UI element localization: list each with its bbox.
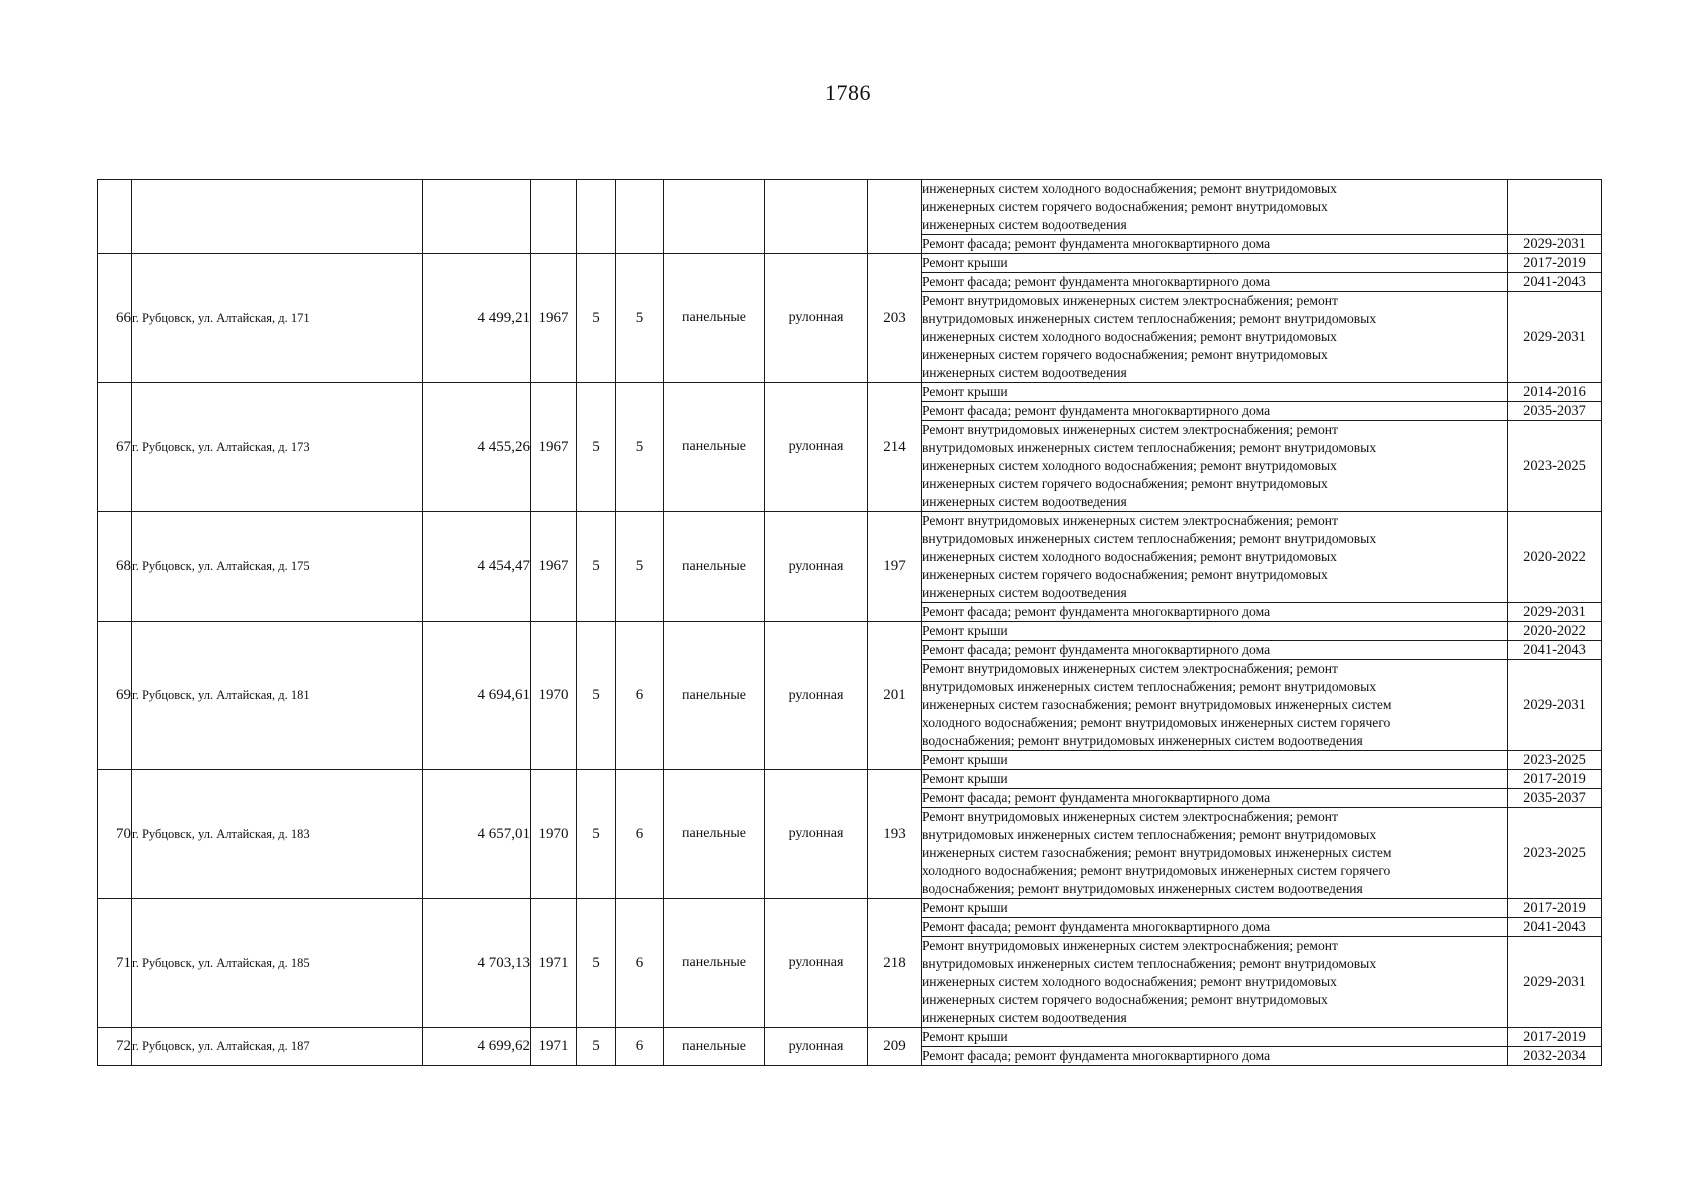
- row-number: 72: [98, 1028, 132, 1066]
- total-area: 4 657,01: [423, 770, 531, 899]
- work-period: 2029-2031: [1508, 603, 1602, 622]
- continuation-empty-cell: [765, 180, 868, 254]
- roof-type: рулонная: [765, 1028, 868, 1066]
- build-year: 1971: [531, 899, 577, 1028]
- work-period: 2020-2022: [1508, 512, 1602, 603]
- table-row: [98, 770, 1602, 789]
- floors: 5: [577, 512, 616, 622]
- address: г. Рубцовск, ул. Алтайская, д. 187: [132, 1028, 423, 1066]
- continuation-empty-cell: [616, 180, 664, 254]
- build-year: 1970: [531, 770, 577, 899]
- build-year: 1971: [531, 1028, 577, 1066]
- work-period: 2017-2019: [1508, 770, 1602, 789]
- total-area: 4 454,47: [423, 512, 531, 622]
- work-period: 2032-2034: [1508, 1047, 1602, 1066]
- entrances: 6: [616, 622, 664, 770]
- address: г. Рубцовск, ул. Алтайская, д. 171: [132, 254, 423, 383]
- work-period: 2041-2043: [1508, 273, 1602, 292]
- work-period: [1508, 180, 1602, 235]
- build-year: 1967: [531, 512, 577, 622]
- work-description: Ремонт фасада; ремонт фундамента многоквартирного дома: [922, 918, 1508, 937]
- row-number: 69: [98, 622, 132, 770]
- table-body: [98, 180, 1602, 1066]
- continuation-empty-cell: [577, 180, 616, 254]
- row-number: 70: [98, 770, 132, 899]
- work-description: Ремонт внутридомовых инженерных систем электроснабжения; ремонт внутридомовых инженерных систем теплоснабжения; ремонт внутридомовых инженерных систем холодного водоснабжения; ремонт внутридомовых инженерных систем горячего водоснабжения; ремонт внутридомовых инженерных систем водоотведения: [922, 937, 1508, 1028]
- wall-material: панельные: [664, 899, 765, 1028]
- continuation-empty-cell: [98, 180, 132, 254]
- apartments: 197: [868, 512, 922, 622]
- work-description: Ремонт крыши: [922, 751, 1508, 770]
- floors: 5: [577, 899, 616, 1028]
- build-year: 1967: [531, 383, 577, 512]
- capital-repair-table: [97, 179, 1602, 1066]
- work-period: 2029-2031: [1508, 292, 1602, 383]
- apartments: 214: [868, 383, 922, 512]
- wall-material: панельные: [664, 622, 765, 770]
- continuation-empty-cell: [531, 180, 577, 254]
- floors: 5: [577, 383, 616, 512]
- work-period: 2023-2025: [1508, 421, 1602, 512]
- table-row: [98, 899, 1602, 918]
- work-period: 2029-2031: [1508, 937, 1602, 1028]
- apartments: 203: [868, 254, 922, 383]
- roof-type: рулонная: [765, 770, 868, 899]
- address: г. Рубцовск, ул. Алтайская, д. 183: [132, 770, 423, 899]
- work-period: 2017-2019: [1508, 254, 1602, 273]
- apartments: 218: [868, 899, 922, 1028]
- wall-material: панельные: [664, 254, 765, 383]
- entrances: 6: [616, 899, 664, 1028]
- work-description: Ремонт фасада; ремонт фундамента многоквартирного дома: [922, 402, 1508, 421]
- floors: 5: [577, 770, 616, 899]
- work-period: 2017-2019: [1508, 1028, 1602, 1047]
- work-period: 2041-2043: [1508, 641, 1602, 660]
- work-description: Ремонт фасада; ремонт фундамента многоквартирного дома: [922, 1047, 1508, 1066]
- work-period: 2041-2043: [1508, 918, 1602, 937]
- floors: 5: [577, 622, 616, 770]
- roof-type: рулонная: [765, 512, 868, 622]
- wall-material: панельные: [664, 383, 765, 512]
- table-row: [98, 180, 1602, 235]
- work-period: 2014-2016: [1508, 383, 1602, 402]
- address: г. Рубцовск, ул. Алтайская, д. 175: [132, 512, 423, 622]
- address: г. Рубцовск, ул. Алтайская, д. 185: [132, 899, 423, 1028]
- page-number: 1786: [825, 80, 871, 105]
- table-row: [98, 383, 1602, 402]
- roof-type: рулонная: [765, 622, 868, 770]
- work-description: Ремонт внутридомовых инженерных систем электроснабжения; ремонт внутридомовых инженерных систем теплоснабжения; ремонт внутридомовых инженерных систем холодного водоснабжения; ремонт внутридомовых инженерных систем горячего водоснабжения; ремонт внутридомовых инженерных систем водоотведения: [922, 292, 1508, 383]
- continuation-empty-cell: [868, 180, 922, 254]
- table-row: [98, 622, 1602, 641]
- work-description: Ремонт фасада; ремонт фундамента многоквартирного дома: [922, 603, 1508, 622]
- apartments: 193: [868, 770, 922, 899]
- work-description: Ремонт внутридомовых инженерных систем электроснабжения; ремонт внутридомовых инженерных систем теплоснабжения; ремонт внутридомовых инженерных систем холодного водоснабжения; ремонт внутридомовых инженерных систем горячего водоснабжения; ремонт внутридомовых инженерных систем водоотведения: [922, 421, 1508, 512]
- work-description: Ремонт фасада; ремонт фундамента многоквартирного дома: [922, 273, 1508, 292]
- roof-type: рулонная: [765, 383, 868, 512]
- row-number: 66: [98, 254, 132, 383]
- row-number: 68: [98, 512, 132, 622]
- build-year: 1967: [531, 254, 577, 383]
- entrances: 6: [616, 1028, 664, 1066]
- entrances: 5: [616, 254, 664, 383]
- wall-material: панельные: [664, 770, 765, 899]
- total-area: 4 499,21: [423, 254, 531, 383]
- apartments: 201: [868, 622, 922, 770]
- work-period: 2020-2022: [1508, 622, 1602, 641]
- continuation-empty-cell: [664, 180, 765, 254]
- roof-type: рулонная: [765, 254, 868, 383]
- work-description: Ремонт крыши: [922, 622, 1508, 641]
- work-period: 2029-2031: [1508, 235, 1602, 254]
- row-number: 71: [98, 899, 132, 1028]
- build-year: 1970: [531, 622, 577, 770]
- address: г. Рубцовск, ул. Алтайская, д. 173: [132, 383, 423, 512]
- work-period: 2017-2019: [1508, 899, 1602, 918]
- total-area: 4 699,62: [423, 1028, 531, 1066]
- entrances: 5: [616, 383, 664, 512]
- work-description: Ремонт фасада; ремонт фундамента многоквартирного дома: [922, 641, 1508, 660]
- total-area: 4 694,61: [423, 622, 531, 770]
- total-area: 4 455,26: [423, 383, 531, 512]
- work-period: 2035-2037: [1508, 402, 1602, 421]
- entrances: 6: [616, 770, 664, 899]
- work-description: Ремонт крыши: [922, 1028, 1508, 1047]
- total-area: 4 703,13: [423, 899, 531, 1028]
- entrances: 5: [616, 512, 664, 622]
- work-period: 2029-2031: [1508, 660, 1602, 751]
- work-description: Ремонт крыши: [922, 770, 1508, 789]
- work-description: Ремонт внутридомовых инженерных систем электроснабжения; ремонт внутридомовых инженерных систем теплоснабжения; ремонт внутридомовых инженерных систем холодного водоснабжения; ремонт внутридомовых инженерных систем горячего водоснабжения; ремонт внутридомовых инженерных систем водоотведения: [922, 512, 1508, 603]
- work-period: 2023-2025: [1508, 808, 1602, 899]
- table-row: [98, 1028, 1602, 1047]
- work-period: 2023-2025: [1508, 751, 1602, 770]
- floors: 5: [577, 254, 616, 383]
- work-description: Ремонт крыши: [922, 254, 1508, 273]
- work-period: 2035-2037: [1508, 789, 1602, 808]
- work-description: Ремонт крыши: [922, 899, 1508, 918]
- work-description: Ремонт внутридомовых инженерных систем электроснабжения; ремонт внутридомовых инженерных систем теплоснабжения; ремонт внутридомовых инженерных систем газоснабжения; ремонт внутридомовых инженерных систем холодного водоснабжения; ремонт внутридомовых инженерных систем горячего водоснабжения; ремонт внутридомовых инженерных систем водоотведения: [922, 660, 1508, 751]
- continuation-empty-cell: [132, 180, 423, 254]
- floors: 5: [577, 1028, 616, 1066]
- row-number: 67: [98, 383, 132, 512]
- work-description: Ремонт внутридомовых инженерных систем электроснабжения; ремонт внутридомовых инженерных систем теплоснабжения; ремонт внутридомовых инженерных систем газоснабжения; ремонт внутридомовых инженерных систем холодного водоснабжения; ремонт внутридомовых инженерных систем горячего водоснабжения; ремонт внутридомовых инженерных систем водоотведения: [922, 808, 1508, 899]
- work-description: Ремонт крыши: [922, 383, 1508, 402]
- work-description: Ремонт фасада; ремонт фундамента многоквартирного дома: [922, 789, 1508, 808]
- work-description: инженерных систем холодного водоснабжения; ремонт внутридомовых инженерных систем горячего водоснабжения; ремонт внутридомовых инженерных систем водоотведения: [922, 180, 1508, 235]
- roof-type: рулонная: [765, 899, 868, 1028]
- table-row: [98, 254, 1602, 273]
- address: г. Рубцовск, ул. Алтайская, д. 181: [132, 622, 423, 770]
- wall-material: панельные: [664, 1028, 765, 1066]
- continuation-empty-cell: [423, 180, 531, 254]
- work-description: Ремонт фасада; ремонт фундамента многоквартирного дома: [922, 235, 1508, 254]
- table-row: [98, 512, 1602, 603]
- apartments: 209: [868, 1028, 922, 1066]
- wall-material: панельные: [664, 512, 765, 622]
